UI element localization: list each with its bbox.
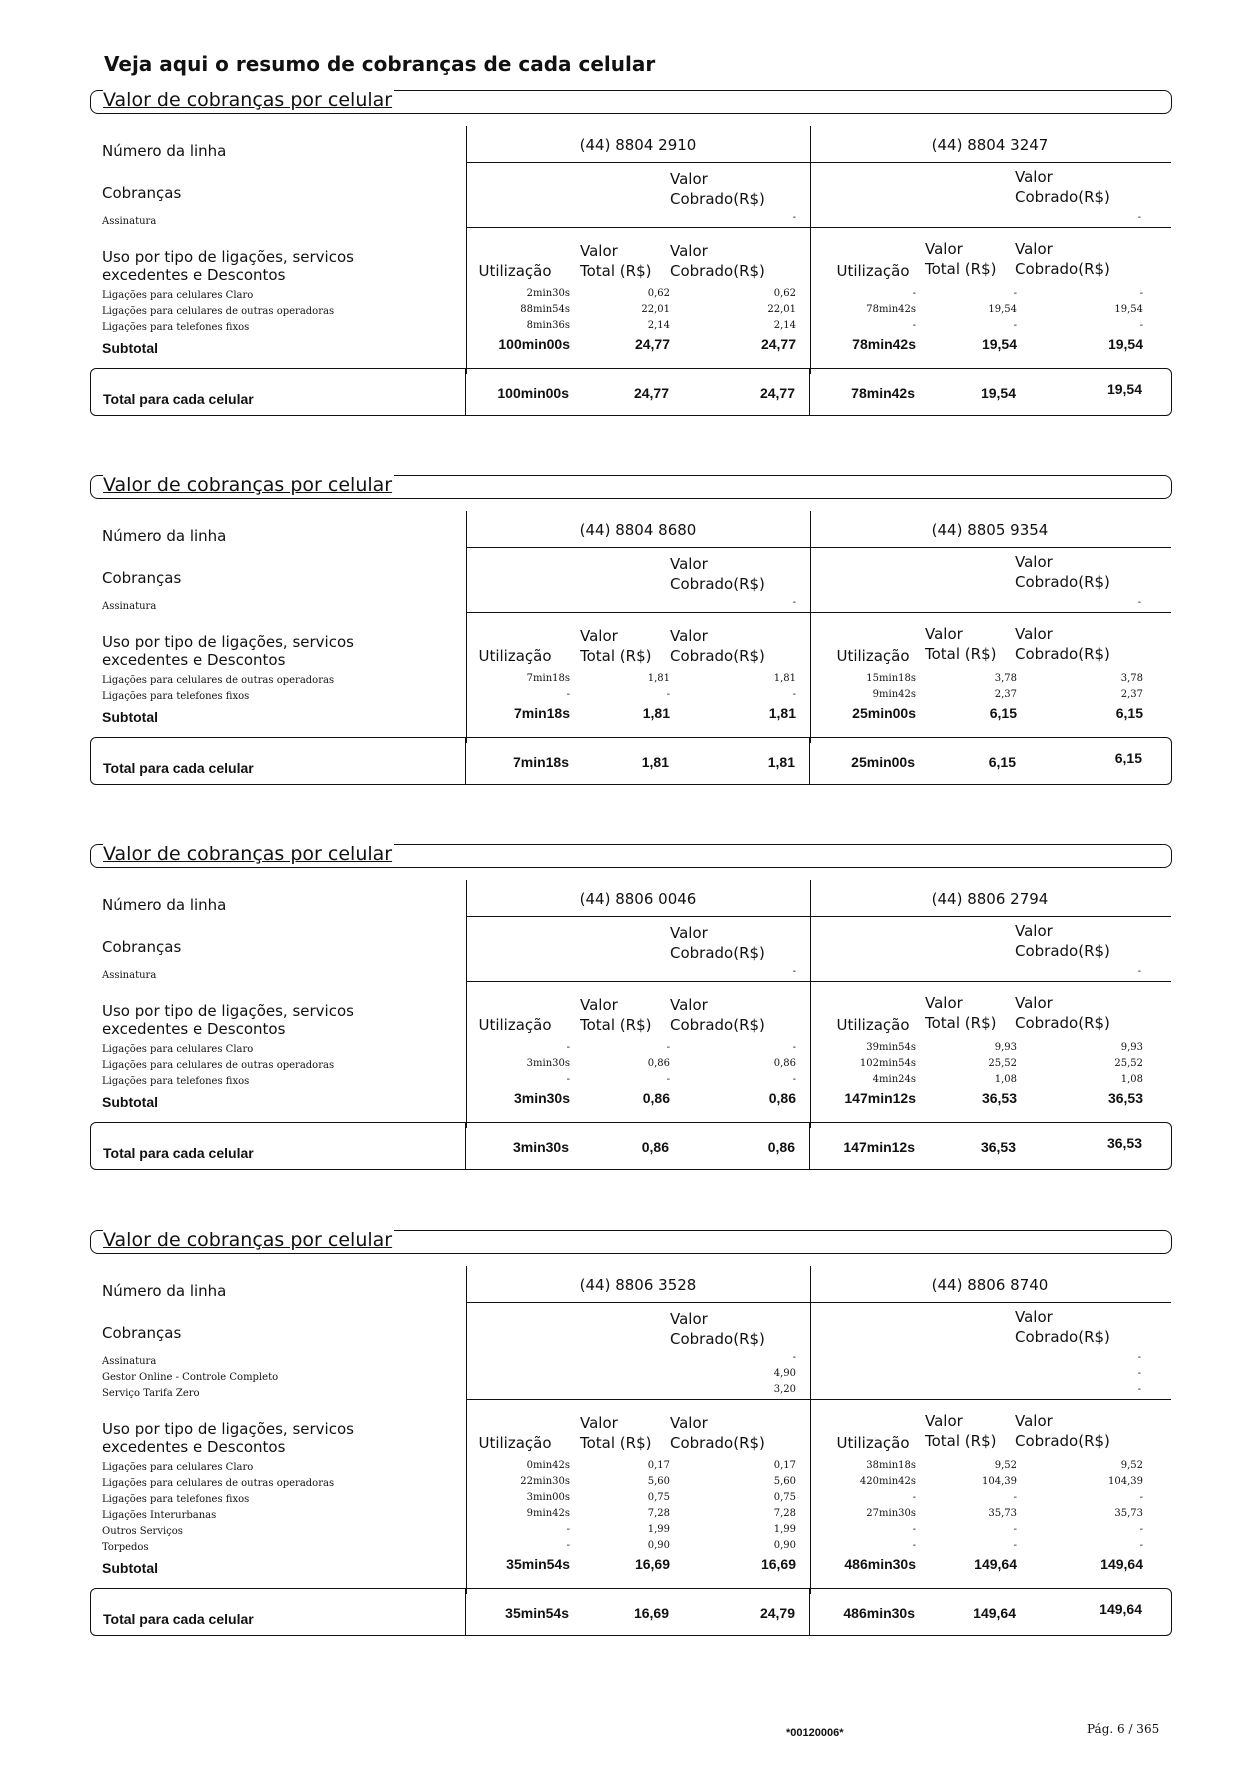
section-title: Valor de cobranças por celular	[103, 89, 393, 111]
column-divider	[810, 880, 811, 1128]
usage-a-total: -	[666, 1042, 670, 1053]
usage-b-utilizacao: 9min42s	[872, 689, 916, 700]
valor-header: Valor	[670, 170, 708, 188]
usage-a-total: 0,62	[647, 288, 670, 299]
subtotal-a-cobrado: 16,69	[760, 1556, 796, 1572]
phone-number-a: (44) 8804 8680	[579, 521, 697, 539]
total-a-utilizacao: 7min18s	[512, 754, 569, 770]
row-divider	[466, 227, 1171, 228]
section-banner	[90, 475, 1172, 499]
usage-a-cobrado: -	[792, 689, 796, 700]
valor-header: Valor	[925, 1412, 963, 1430]
subtotal-b-total: 36,53	[981, 1090, 1017, 1106]
column-divider	[466, 880, 467, 1128]
total-a-cobrado: 1,81	[767, 754, 795, 770]
charges-section	[90, 475, 1175, 835]
charge-value-a: -	[792, 966, 796, 977]
usage-a-total: 2,14	[647, 320, 670, 331]
total-a-total: 24,77	[633, 385, 669, 401]
subtotal-a-total: 16,69	[634, 1556, 670, 1572]
usage-b-utilizacao: 15min18s	[866, 673, 916, 684]
total-per-cellphone-box	[90, 1122, 1172, 1170]
subtotal-b-total: 149,64	[974, 1556, 1017, 1572]
charge-item-label: Assinatura	[102, 1356, 157, 1367]
usage-a-utilizacao: 2min30s	[526, 288, 570, 299]
usage-b-utilizacao: 27min30s	[866, 1508, 916, 1519]
usage-b-cobrado: -	[1139, 1492, 1143, 1503]
section-banner	[90, 90, 1172, 114]
valor-header: Valor	[670, 996, 708, 1014]
subtotal-a-cobrado: 0,86	[768, 1090, 796, 1106]
charge-value-b: -	[1137, 1352, 1141, 1363]
utilizacao-header: Utilização	[478, 647, 552, 665]
charges-label: Cobranças	[102, 938, 182, 956]
usage-b-cobrado: 104,39	[1108, 1476, 1143, 1487]
phone-number-a: (44) 8806 3528	[579, 1276, 697, 1294]
charges-table	[90, 126, 1175, 450]
valor-header: Valor	[1015, 1412, 1053, 1430]
usage-a-total: -	[666, 1074, 670, 1085]
cobrado-header: Cobrado(R$)	[1015, 1432, 1110, 1450]
usage-b-total: 25,52	[988, 1058, 1017, 1069]
column-divider	[465, 1589, 466, 1635]
total-label: Total para cada celular	[103, 1611, 254, 1627]
usage-b-total: 35,73	[988, 1508, 1017, 1519]
total-rs-header: Total (R$)	[580, 1016, 652, 1034]
usage-b-cobrado: 9,52	[1120, 1460, 1143, 1471]
usage-b-cobrado: 25,52	[1114, 1058, 1143, 1069]
valor-header: Valor	[925, 240, 963, 258]
valor-header: Valor	[580, 242, 618, 260]
total-a-cobrado: 24,79	[759, 1605, 795, 1621]
usage-row-label: Ligações para celulares de outras operadoras	[102, 675, 335, 686]
total-b-total: 6,15	[988, 754, 1016, 770]
row-divider	[466, 981, 1171, 982]
usage-row-label: Torpedos	[102, 1542, 149, 1553]
column-divider	[809, 369, 810, 415]
subtotal-a-utilizacao: 7min18s	[513, 705, 570, 721]
charge-value-a: 4,90	[773, 1368, 796, 1379]
utilizacao-header: Utilização	[478, 1434, 552, 1452]
subtotal-a-cobrado: 24,77	[760, 336, 796, 352]
column-divider	[466, 126, 467, 374]
subtotal-b-utilizacao: 78min42s	[852, 336, 916, 352]
usage-a-total: -	[666, 689, 670, 700]
cobrado-header: Cobrado(R$)	[670, 262, 765, 280]
section-banner	[90, 1230, 1172, 1254]
charges-section	[90, 90, 1175, 450]
usage-a-cobrado: 2,14	[773, 320, 796, 331]
cobrado-header: Cobrado(R$)	[670, 1016, 765, 1034]
utilizacao-header: Utilização	[478, 1016, 552, 1034]
total-rs-header: Total (R$)	[925, 1014, 997, 1032]
usage-b-utilizacao: -	[912, 320, 916, 331]
subtotal-b-total: 6,15	[989, 705, 1017, 721]
usage-a-cobrado: 1,81	[773, 673, 796, 684]
valor-header: Valor	[1015, 1308, 1053, 1326]
valor-header: Valor	[580, 1414, 618, 1432]
subtotal-a-total: 0,86	[642, 1090, 670, 1106]
usage-a-cobrado: 7,28	[773, 1508, 796, 1519]
total-b-cobrado: 149,64	[1099, 1601, 1142, 1617]
cobrado-header: Cobrado(R$)	[1015, 645, 1110, 663]
usage-label: excedentes e Descontos	[102, 1020, 286, 1038]
usage-a-cobrado: 1,99	[773, 1524, 796, 1535]
total-rs-header: Total (R$)	[580, 262, 652, 280]
utilizacao-header: Utilização	[836, 1016, 910, 1034]
section-title: Valor de cobranças por celular	[103, 843, 393, 865]
subtotal-a-total: 1,81	[642, 705, 670, 721]
phone-number-b: (44) 8806 2794	[931, 890, 1049, 908]
subtotal-b-cobrado: 36,53	[1107, 1090, 1143, 1106]
usage-a-cobrado: 0,62	[773, 288, 796, 299]
phone-number-a: (44) 8804 2910	[579, 136, 697, 154]
charges-table	[90, 1266, 1175, 1670]
usage-b-total: -	[1013, 320, 1017, 331]
valor-header: Valor	[1015, 625, 1053, 643]
usage-b-cobrado: -	[1139, 1524, 1143, 1535]
usage-b-utilizacao: 38min18s	[866, 1460, 916, 1471]
total-b-cobrado: 19,54	[1106, 381, 1142, 397]
total-rs-header: Total (R$)	[925, 1432, 997, 1450]
usage-a-utilizacao: 8min36s	[526, 320, 570, 331]
total-b-utilizacao: 147min12s	[843, 1139, 915, 1155]
usage-a-total: 5,60	[647, 1476, 670, 1487]
valor-header: Valor	[580, 627, 618, 645]
line-number-label: Número da linha	[102, 1282, 227, 1300]
subtotal-a-utilizacao: 35min54s	[506, 1556, 570, 1572]
column-divider	[466, 1266, 467, 1594]
usage-a-total: 0,86	[647, 1058, 670, 1069]
usage-b-total: -	[1013, 1540, 1017, 1551]
charges-label: Cobranças	[102, 1324, 182, 1342]
total-label: Total para cada celular	[103, 760, 254, 776]
usage-a-utilizacao: -	[566, 1074, 570, 1085]
usage-a-utilizacao: -	[566, 1042, 570, 1053]
valor-header: Valor	[925, 625, 963, 643]
usage-label: Uso por tipo de ligações, servicos	[102, 248, 354, 266]
cobrado-header: Cobrado(R$)	[1015, 1014, 1110, 1032]
total-per-cellphone-box	[90, 368, 1172, 416]
usage-b-cobrado: -	[1139, 288, 1143, 299]
valor-header: Valor	[670, 1414, 708, 1432]
usage-label: excedentes e Descontos	[102, 1438, 286, 1456]
usage-a-utilizacao: -	[566, 1524, 570, 1535]
utilizacao-header: Utilização	[836, 1434, 910, 1452]
usage-b-cobrado: 1,08	[1120, 1074, 1143, 1085]
subtotal-a-utilizacao: 3min30s	[513, 1090, 570, 1106]
usage-row-label: Ligações para telefones fixos	[102, 322, 250, 333]
column-divider	[466, 511, 467, 743]
valor-header: Valor	[1015, 994, 1053, 1012]
total-rs-header: Total (R$)	[580, 1434, 652, 1452]
total-b-utilizacao: 78min42s	[851, 385, 915, 401]
phone-number-b: (44) 8806 8740	[931, 1276, 1049, 1294]
charge-item-label: Assinatura	[102, 601, 157, 612]
cobrado-header: Cobrado(R$)	[1015, 188, 1110, 206]
usage-b-utilizacao: 78min42s	[866, 304, 916, 315]
usage-a-cobrado: 5,60	[773, 1476, 796, 1487]
total-b-total: 36,53	[980, 1139, 1016, 1155]
total-a-cobrado: 24,77	[759, 385, 795, 401]
subtotal-b-utilizacao: 486min30s	[844, 1556, 916, 1572]
usage-label: Uso por tipo de ligações, servicos	[102, 1002, 354, 1020]
usage-a-total: 7,28	[647, 1508, 670, 1519]
column-divider	[809, 1123, 810, 1169]
section-title: Valor de cobranças por celular	[103, 1229, 393, 1251]
cobrado-header: Cobrado(R$)	[1015, 260, 1110, 278]
charge-value-b: -	[1137, 1384, 1141, 1395]
usage-b-cobrado: -	[1139, 1540, 1143, 1551]
total-b-total: 149,64	[973, 1605, 1016, 1621]
charge-value-a: -	[792, 597, 796, 608]
charges-label: Cobranças	[102, 569, 182, 587]
usage-b-cobrado: 9,93	[1120, 1042, 1143, 1053]
usage-a-utilizacao: 7min18s	[526, 673, 570, 684]
charges-section	[90, 1230, 1175, 1670]
usage-b-cobrado: 19,54	[1114, 304, 1143, 315]
usage-a-utilizacao: -	[566, 689, 570, 700]
phone-number-a: (44) 8806 0046	[579, 890, 697, 908]
total-b-utilizacao: 486min30s	[843, 1605, 915, 1621]
valor-header: Valor	[1015, 553, 1053, 571]
section-title: Valor de cobranças por celular	[103, 474, 393, 496]
usage-a-cobrado: 0,17	[773, 1460, 796, 1471]
usage-row-label: Ligações para celulares Claro	[102, 1462, 254, 1473]
usage-b-total: -	[1013, 1524, 1017, 1535]
subtotal-label: Subtotal	[102, 340, 158, 356]
charge-item-label: Assinatura	[102, 970, 157, 981]
total-rs-header: Total (R$)	[580, 647, 652, 665]
total-per-cellphone-box	[90, 737, 1172, 785]
charge-value-a: 3,20	[773, 1384, 796, 1395]
usage-row-label: Outros Serviços	[102, 1526, 183, 1537]
cobrado-header: Cobrado(R$)	[670, 575, 765, 593]
charges-table	[90, 880, 1175, 1214]
usage-row-label: Ligações para celulares Claro	[102, 290, 254, 301]
charge-item-label: Serviço Tarifa Zero	[102, 1388, 200, 1399]
row-divider	[466, 916, 1171, 917]
column-divider	[809, 1589, 810, 1635]
usage-row-label: Ligações para celulares de outras operadoras	[102, 1060, 335, 1071]
column-divider	[810, 126, 811, 374]
charge-value-b: -	[1137, 597, 1141, 608]
total-a-utilizacao: 100min00s	[497, 385, 569, 401]
usage-b-cobrado: 3,78	[1120, 673, 1143, 684]
usage-a-utilizacao: 88min54s	[520, 304, 570, 315]
row-divider	[466, 162, 1171, 163]
line-number-label: Número da linha	[102, 527, 227, 545]
total-per-cellphone-box	[90, 1588, 1172, 1636]
usage-row-label: Ligações para celulares de outras operadoras	[102, 306, 335, 317]
subtotal-b-cobrado: 149,64	[1100, 1556, 1143, 1572]
column-divider	[465, 1123, 466, 1169]
line-number-label: Número da linha	[102, 142, 227, 160]
usage-label: Uso por tipo de ligações, servicos	[102, 633, 354, 651]
total-b-cobrado: 6,15	[1114, 750, 1142, 766]
column-divider	[465, 369, 466, 415]
usage-a-utilizacao: 0min42s	[526, 1460, 570, 1471]
usage-b-utilizacao: -	[912, 288, 916, 299]
usage-b-total: 19,54	[988, 304, 1017, 315]
line-number-label: Número da linha	[102, 896, 227, 914]
valor-header: Valor	[670, 242, 708, 260]
usage-label: Uso por tipo de ligações, servicos	[102, 1420, 354, 1438]
valor-header: Valor	[580, 996, 618, 1014]
usage-row-label: Ligações para telefones fixos	[102, 1076, 250, 1087]
usage-a-utilizacao: 9min42s	[526, 1508, 570, 1519]
usage-row-label: Ligações para telefones fixos	[102, 1494, 250, 1505]
usage-b-utilizacao: 39min54s	[866, 1042, 916, 1053]
row-divider	[466, 1399, 1171, 1400]
usage-row-label: Ligações para telefones fixos	[102, 691, 250, 702]
valor-header: Valor	[1015, 168, 1053, 186]
cobrado-header: Cobrado(R$)	[1015, 573, 1110, 591]
usage-a-total: 22,01	[641, 304, 670, 315]
utilizacao-header: Utilização	[836, 262, 910, 280]
charges-label: Cobranças	[102, 184, 182, 202]
valor-header: Valor	[925, 994, 963, 1012]
usage-label: excedentes e Descontos	[102, 266, 286, 284]
total-label: Total para cada celular	[103, 1145, 254, 1161]
total-b-utilizacao: 25min00s	[851, 754, 915, 770]
subtotal-label: Subtotal	[102, 1094, 158, 1110]
usage-a-total: 0,75	[647, 1492, 670, 1503]
cobrado-header: Cobrado(R$)	[670, 944, 765, 962]
subtotal-a-total: 24,77	[634, 336, 670, 352]
section-banner	[90, 844, 1172, 868]
usage-b-total: 104,39	[982, 1476, 1017, 1487]
cobrado-header: Cobrado(R$)	[1015, 1328, 1110, 1346]
valor-header: Valor	[1015, 240, 1053, 258]
subtotal-a-utilizacao: 100min00s	[498, 336, 570, 352]
total-rs-header: Total (R$)	[925, 260, 997, 278]
usage-b-utilizacao: -	[912, 1524, 916, 1535]
cobrado-header: Cobrado(R$)	[670, 647, 765, 665]
document-code: *00120006*	[786, 1727, 844, 1739]
usage-b-cobrado: 35,73	[1114, 1508, 1143, 1519]
usage-b-cobrado: -	[1139, 320, 1143, 331]
total-a-total: 0,86	[641, 1139, 669, 1155]
cobrado-header: Cobrado(R$)	[670, 1330, 765, 1348]
valor-header: Valor	[670, 1310, 708, 1328]
usage-a-cobrado: -	[792, 1042, 796, 1053]
usage-a-cobrado: 0,90	[773, 1540, 796, 1551]
usage-a-utilizacao: 3min30s	[526, 1058, 570, 1069]
usage-row-label: Ligações para celulares de outras operadoras	[102, 1478, 335, 1489]
column-divider	[810, 1266, 811, 1594]
page-title: Veja aqui o resumo de cobranças de cada celular	[104, 52, 656, 76]
charge-item-label: Gestor Online - Controle Completo	[102, 1372, 279, 1383]
utilizacao-header: Utilização	[836, 647, 910, 665]
usage-a-total: 1,99	[647, 1524, 670, 1535]
charge-value-a: -	[792, 212, 796, 223]
usage-b-cobrado: 2,37	[1120, 689, 1143, 700]
cobrado-header: Cobrado(R$)	[670, 190, 765, 208]
total-rs-header: Total (R$)	[925, 645, 997, 663]
valor-header: Valor	[670, 555, 708, 573]
usage-b-total: 9,52	[994, 1460, 1017, 1471]
row-divider	[466, 547, 1171, 548]
phone-number-b: (44) 8804 3247	[931, 136, 1049, 154]
charge-value-b: -	[1137, 212, 1141, 223]
usage-b-total: -	[1013, 288, 1017, 299]
valor-header: Valor	[670, 627, 708, 645]
subtotal-a-cobrado: 1,81	[768, 705, 796, 721]
usage-a-total: 1,81	[647, 673, 670, 684]
usage-a-utilizacao: 3min00s	[526, 1492, 570, 1503]
phone-number-b: (44) 8805 9354	[931, 521, 1049, 539]
column-divider	[810, 511, 811, 743]
usage-a-total: 0,17	[647, 1460, 670, 1471]
subtotal-label: Subtotal	[102, 709, 158, 725]
page-number: Pág. 6 / 365	[1087, 1722, 1160, 1736]
usage-b-utilizacao: 102min54s	[859, 1058, 916, 1069]
valor-header: Valor	[670, 924, 708, 942]
usage-a-utilizacao: -	[566, 1540, 570, 1551]
usage-a-cobrado: 0,86	[773, 1058, 796, 1069]
usage-a-total: 0,90	[647, 1540, 670, 1551]
cobrado-header: Cobrado(R$)	[670, 1434, 765, 1452]
charge-value-a: -	[792, 1352, 796, 1363]
usage-a-utilizacao: 22min30s	[520, 1476, 570, 1487]
total-label: Total para cada celular	[103, 391, 254, 407]
total-b-cobrado: 36,53	[1106, 1135, 1142, 1151]
column-divider	[465, 738, 466, 784]
usage-row-label: Ligações para celulares Claro	[102, 1044, 254, 1055]
subtotal-b-total: 19,54	[981, 336, 1017, 352]
subtotal-label: Subtotal	[102, 1560, 158, 1576]
charges-table	[90, 511, 1175, 835]
utilizacao-header: Utilização	[478, 262, 552, 280]
subtotal-b-utilizacao: 25min00s	[852, 705, 916, 721]
usage-b-total: 1,08	[994, 1074, 1017, 1085]
usage-row-label: Ligações Interurbanas	[102, 1510, 217, 1521]
row-divider	[466, 1302, 1171, 1303]
total-a-utilizacao: 35min54s	[505, 1605, 569, 1621]
charges-section	[90, 844, 1175, 1214]
subtotal-b-cobrado: 6,15	[1115, 705, 1143, 721]
usage-b-total: 9,93	[994, 1042, 1017, 1053]
column-divider	[809, 738, 810, 784]
usage-b-utilizacao: -	[912, 1492, 916, 1503]
usage-a-cobrado: 0,75	[773, 1492, 796, 1503]
usage-b-total: 3,78	[994, 673, 1017, 684]
total-a-total: 1,81	[641, 754, 669, 770]
usage-b-utilizacao: 4min24s	[872, 1074, 916, 1085]
charge-value-b: -	[1137, 1368, 1141, 1379]
charge-value-b: -	[1137, 966, 1141, 977]
usage-a-cobrado: -	[792, 1074, 796, 1085]
subtotal-b-utilizacao: 147min12s	[844, 1090, 916, 1106]
usage-b-utilizacao: 420min42s	[859, 1476, 916, 1487]
total-a-total: 16,69	[633, 1605, 669, 1621]
subtotal-b-cobrado: 19,54	[1107, 336, 1143, 352]
usage-b-total: -	[1013, 1492, 1017, 1503]
total-b-total: 19,54	[980, 385, 1016, 401]
total-a-utilizacao: 3min30s	[512, 1139, 569, 1155]
cobrado-header: Cobrado(R$)	[1015, 942, 1110, 960]
valor-header: Valor	[1015, 922, 1053, 940]
usage-b-total: 2,37	[994, 689, 1017, 700]
charge-item-label: Assinatura	[102, 216, 157, 227]
row-divider	[466, 612, 1171, 613]
usage-b-utilizacao: -	[912, 1540, 916, 1551]
usage-a-cobrado: 22,01	[767, 304, 796, 315]
usage-label: excedentes e Descontos	[102, 651, 286, 669]
total-a-cobrado: 0,86	[767, 1139, 795, 1155]
